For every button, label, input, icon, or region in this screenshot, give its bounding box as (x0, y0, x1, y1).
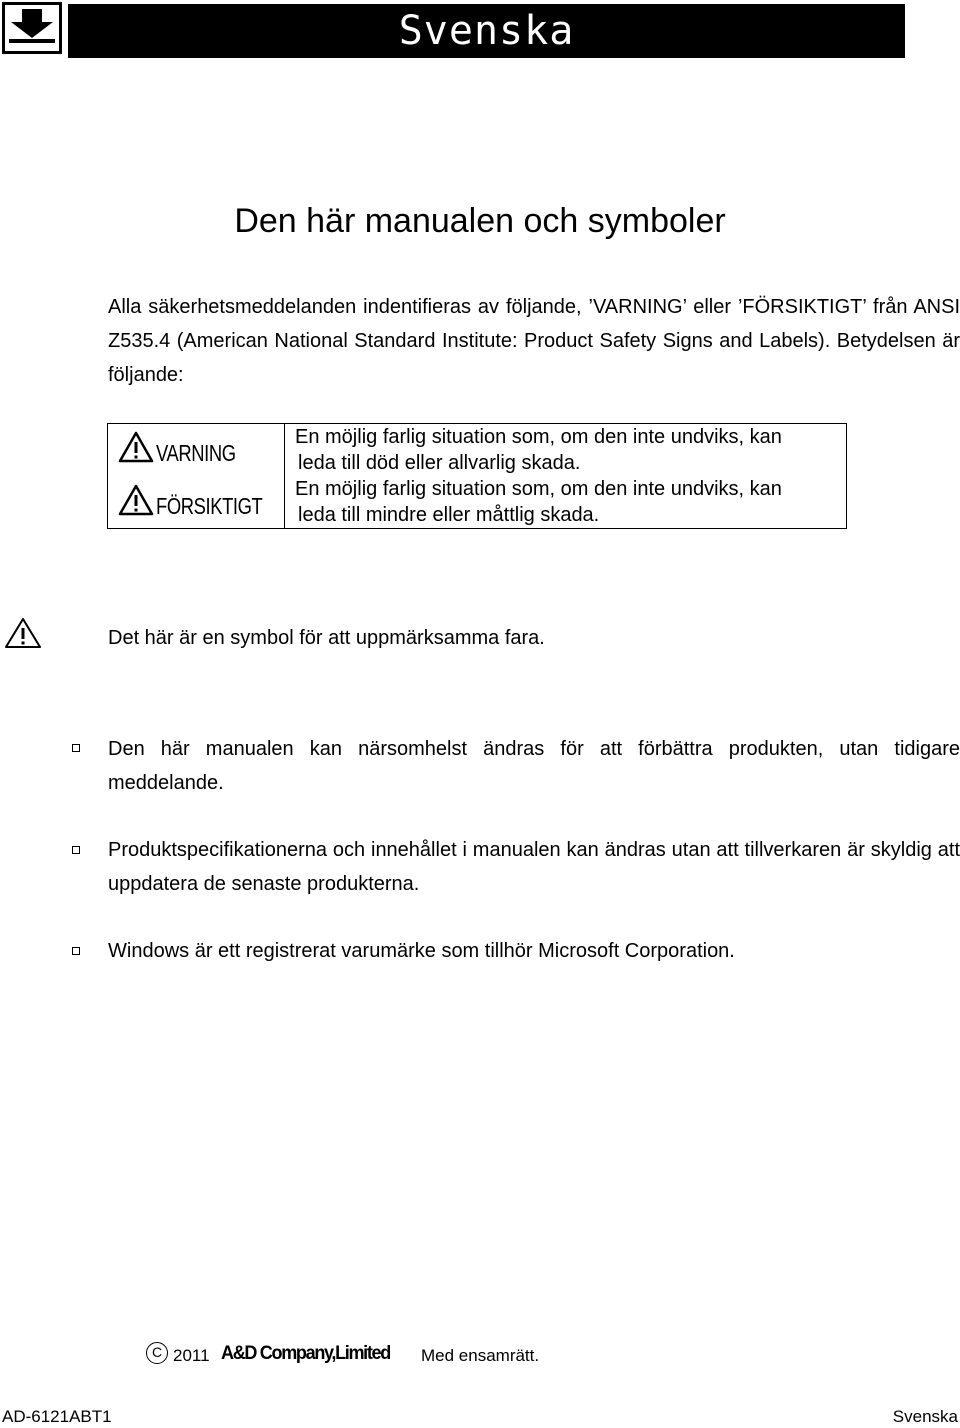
bullet-icon (72, 947, 80, 955)
intro-paragraph: Alla säkerhetsmeddelanden indentifieras av följande, ’VARNING’ eller ’FÖRSIKTIGT’ från ANSI Z535.4 (American National Standard Institute: Product Safety Signs and Labels). Betydelsen är följande: (108, 296, 960, 386)
copyright-year: 2011 (173, 1346, 210, 1365)
signal-description-line: leda till död eller allvarlig skada. (298, 452, 581, 474)
signal-label-forsiktigt: FÖRSIKTIGT (156, 493, 263, 519)
warning-triangle-icon (118, 431, 154, 463)
note-item: Produktspecifikationerna och innehållet i manualen kan ändras utan att tillverkaren är skyldig att uppdatera de senaste produkterna. (108, 839, 960, 895)
logo-icon-box (2, 2, 62, 54)
warning-triangle-icon (118, 484, 154, 516)
header-title: Svenska (398, 8, 575, 54)
signal-description-line: En möjlig farlig situation som, om den inte undviks, kan (295, 426, 782, 448)
signal-label-varning: VARNING (156, 440, 236, 466)
company-logo-text: A&D Company,Limited (221, 1343, 390, 1364)
bullet-icon (72, 744, 80, 752)
rights-reserved: Med ensamrätt. (421, 1346, 540, 1365)
warning-triangle-icon (4, 617, 42, 649)
model-number: AD-6121ABT1 (2, 1407, 112, 1426)
signal-description-line: leda till mindre eller måttlig skada. (298, 504, 600, 526)
signal-description-line: En möjlig farlig situation som, om den inte undviks, kan (295, 478, 782, 500)
page-title: Den här manualen och symboler (234, 202, 726, 240)
signal-description-forsiktigt (295, 476, 840, 528)
footer-language: Svenska (892, 1407, 958, 1426)
down-arrow-to-line-icon (5, 5, 59, 51)
hazard-symbol-text: Det här är en symbol för att uppmärksamma fara. (108, 627, 545, 649)
table-divider (284, 423, 285, 529)
signal-description-varning (295, 424, 840, 476)
note-item: Windows är ett registrerat varumärke som tillhör Microsoft Corporation. (108, 940, 735, 962)
copyright-icon: C (146, 1342, 168, 1364)
note-item: Den här manualen kan närsomhelst ändras för att förbättra produkten, utan tidigare meddelande. (108, 738, 960, 794)
bullet-icon (72, 846, 80, 854)
